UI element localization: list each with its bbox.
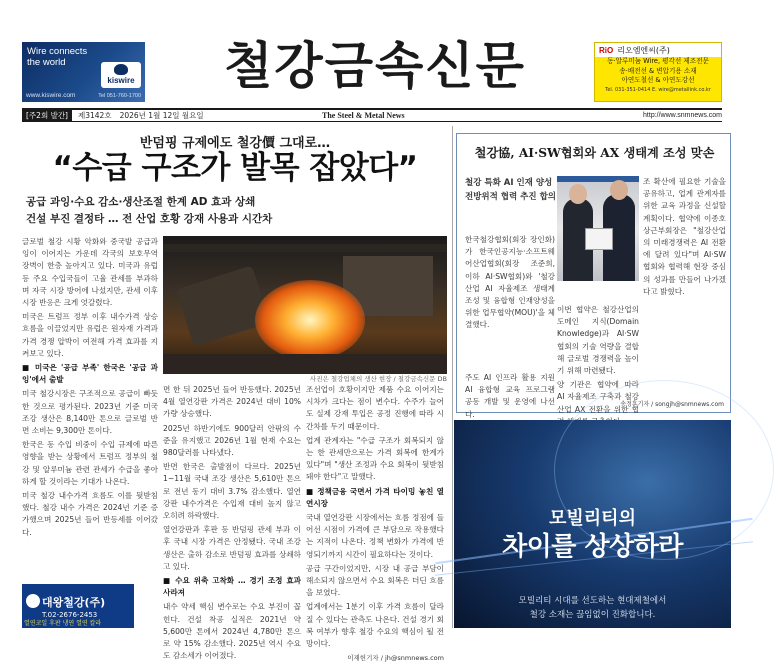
kiswire-logo bbox=[101, 62, 141, 88]
daewang-tel: T.02-2676-2453 bbox=[42, 611, 98, 619]
photo-head-right bbox=[610, 180, 628, 200]
lead-col1-para5: 미국 철강 내수가격 흐름도 이를 뒷받침했다. 철강 내수 가격은 2024년 기준 증가했으며 2025년 들어 반등세를 이어갔다. bbox=[22, 491, 158, 537]
lead-col1-para3: 미국 철강시장은 구조적으로 공급이 빠듯한 것으로 평가된다. 2023년 기준 미국 조강 생산은 8,140만 톤으로 글로벌 반면 소비는 9,300만 톤이다. bbox=[22, 389, 158, 436]
elephant-icon bbox=[114, 64, 128, 75]
steel-mill-photo[interactable] bbox=[163, 236, 447, 374]
photo-beam bbox=[163, 244, 447, 252]
lead-col3-para1: 조선업이 호황이지만 제품 수요 이어지는 시차가 크다는 점이 변수다. 수주가 늘어도 실제 강재 투입은 공정 진행에 따라 시간차를 두기 때문이다. bbox=[306, 385, 444, 431]
daewang-tagline: 열연코일 후판 냉연 열연 칼라 bbox=[24, 620, 102, 627]
rio-ad-line2: 송·배전선 & 변압기용 소재 bbox=[619, 66, 697, 75]
ad-headline-line2: 차이를 상상하라 bbox=[502, 532, 683, 562]
photo-ladle bbox=[176, 265, 271, 347]
kiswire-ad[interactable] bbox=[22, 42, 145, 102]
photo-head-left bbox=[569, 184, 587, 204]
lead-col2-para3: 반면 한국은 출발점이 다르다. 2025년 1~11월 국내 조강 생산은 5,610만 톤으로 전년 동기 대비 3.7% 감소했다. 열연강판 내수가격은 수입재 대비 높지 않고 오히려 하락했다. bbox=[163, 462, 301, 521]
lead-column-2 bbox=[163, 384, 301, 661]
website-link[interactable]: http://www.snmnews.com bbox=[643, 112, 722, 119]
right-byline: 송정훈기자 / songjh@snmnews.com bbox=[620, 401, 724, 408]
lead-subhead-line2: 건설 부진 결정타 … 전 산업 호황 강재 사용과 시간차 bbox=[26, 213, 273, 225]
photo-backdrop bbox=[557, 176, 639, 182]
ad-headline bbox=[27, 46, 87, 68]
ad-subtext-line2: 철강 소재는 끊임없이 진화합니다. bbox=[529, 610, 656, 620]
rio-ad-line3: 아연도철선 & 아연도강선 bbox=[621, 76, 695, 84]
issue-date: 2026년 1월 12일 월요일 bbox=[119, 111, 204, 120]
lead-byline: 이재헌기자 / jh@snmnews.com bbox=[347, 654, 444, 663]
english-title: The Steel & Metal News bbox=[322, 111, 405, 120]
right-col1-bottom-para: 주도 AI 인프라 활용 지원 AI 융합형 교육 프로그램 공동 개발 및 운영에 나선다. bbox=[465, 373, 555, 419]
right-col2-para2: 양 기관은 협약에 따라 AI 자율제조 구축과 철강산업 AX 전환을 위한 협 bbox=[557, 380, 639, 414]
right-col1-para: 한국철강협회(회장 장인화)가 한국인공지능·소프트웨어산업협회(회장 조준희, 이하 AI·SW협회)와 '철강산업 AI 자율제조 생태계 조성 및 융합형 인재양성을 위한 업무협약(MOU)'을 체결했다. bbox=[465, 235, 555, 330]
right-subhead: 철강 특화 AI 인재 양성 전방위적 협력 추진 합의 bbox=[465, 178, 556, 202]
lead-subhead bbox=[22, 194, 448, 228]
lead-col2-para4: 열연강판과 후판 등 반덤핑 관세 부과 이후 국내 시장 가격은 안정됐다. 국내 조강 생산은 출하 감소로 반덤핑 효과를 상쇄하고 있다. bbox=[163, 525, 301, 571]
ad-url: www.kiswire.com bbox=[26, 92, 76, 99]
ad-headline-line1: Wire connects bbox=[27, 46, 88, 57]
right-col3-para: 조 확산에 필요한 기술을 공유하고, 업계 관계자를 위한 교육 과정을 신설할 계획이다. 협약에 이종호 상근부회장은 "철강산업의 미래경쟁력은 AI 전환에 달려 있다"며 AI·SW협회와 협력해 현장 중심의 성과를 만들어 나가겠다고 밝혔다. bbox=[643, 177, 726, 296]
masthead bbox=[0, 0, 742, 108]
lead-column-3 bbox=[306, 384, 444, 663]
column-divider bbox=[452, 126, 453, 628]
daewang-steel-ad[interactable] bbox=[22, 584, 134, 628]
hyundai-steel-ad[interactable] bbox=[454, 420, 731, 628]
lead-col3-para3: 국내 열연강판 시장에서는 흐름 정점에 들어선 시점이 가격에 큰 부담으로 작용했다는 지적이 나온다. 정책 변화가 가격에 반영되기까지 시간이 필요하다는 것이다. bbox=[306, 513, 444, 559]
lead-column-1 bbox=[22, 236, 158, 582]
right-column-1 bbox=[465, 234, 555, 370]
ad-subtext-line1: 모빌리티 시대를 선도하는 현대제철에서 bbox=[518, 596, 667, 606]
daewang-name: 대왕철강(주) bbox=[42, 596, 106, 609]
issue-number: 제3142호 bbox=[78, 111, 112, 120]
lead-col1-subheading: ■ 미국은 '공급 부족' 한국은 '공급 과잉'에서 출발 bbox=[22, 363, 158, 385]
rio-ad-tel: Tel. 031-351-0414 E. wire@metallink.co.kr bbox=[605, 86, 711, 93]
photo-caption: 사진은 철강업체의 생산 현장 / 철강금속신문 DB bbox=[309, 375, 447, 383]
lead-subhead-line1: 공급 과잉·수요 감소·생산조절 한계 AD 효과 상쇄 bbox=[26, 196, 256, 208]
lead-col1-para4: 한국은 동 수입 비중이 수입 규제에 따른 영향을 받는 상황에서 트럼프 정부의 철강 및 알루미늄 관련 관세가 수급을 좋아하게 할 것이라는 기대가 나온다. bbox=[22, 440, 158, 486]
right-col2-para1: 이번 협약은 철강산업의 도메인 지식(Domain Knowledge)과 AI·SW협회의 기술 역량을 결합해 글로벌 경쟁력을 높이기 위해 마련됐다. bbox=[557, 305, 639, 376]
lead-col1-para1: 글로벌 철강 시황 악화와 중국발 공급과잉이 이어지는 가운데 각국의 보호무역 장벽이 한층 높아지고 있다. 미국과 유럽 등 주요 수입국들이 고율 관세를 부과하며 자국 시장 방어에 나섰지만, 관세 이후 시장 반응은 크게 엇갈렸다. bbox=[22, 237, 158, 308]
lead-col3-subheading: ■ 정책금융 국면서 가격 타이밍 놓친 열연시장 bbox=[306, 486, 444, 508]
lead-col2-subheading: ■ 수요 위축 고착화 … 경기 조정 효과 사라져 bbox=[163, 576, 301, 598]
photo-rail bbox=[163, 354, 447, 374]
daewang-logo-icon bbox=[26, 594, 40, 608]
photo-agreement-document bbox=[585, 228, 613, 250]
ad-headline-line1: 모빌리티의 bbox=[549, 508, 636, 529]
mou-signing-photo[interactable] bbox=[557, 176, 639, 281]
lead-col2-para5: 내수 약세 핵심 변수로는 수요 부진이 꼽힌다. 건설 착공 실적은 2021년 약 5,600만 톤에서 2024년 4,780만 톤으로 약 15% 감소했다. 2025년 역시 수요도 감소세가 이어졌다. bbox=[163, 602, 301, 661]
rio-ad-line1: 동·알루미늄 Wire, 평각선 제조전문 bbox=[607, 57, 709, 65]
right-column-1-bottom bbox=[465, 372, 555, 419]
rio-logo: RiO bbox=[599, 45, 614, 55]
lead-kicker: 반덤핑 규제에도 철강價 그대로… bbox=[139, 136, 331, 151]
lead-col4-para1: 공급 구간이었지만, 시장 내 공급 부담이 해소되지 않으면서 수요 회복은 더딘 흐름을 보였다. bbox=[306, 563, 444, 598]
rio-company: 리오엠엔씨(주) bbox=[617, 45, 670, 55]
right-column-3 bbox=[643, 176, 726, 396]
issue-frequency: [주2회 발간] bbox=[22, 110, 72, 121]
kiswire-brand: kiswire bbox=[107, 76, 135, 85]
rio-ad[interactable] bbox=[594, 42, 722, 102]
right-article bbox=[456, 133, 731, 419]
lead-col2-para2: 2025년 하반기에도 900달러 안팎의 수준을 유지했고 2026년 1월 현재 수요는 980달러를 나타냈다. bbox=[163, 423, 301, 458]
lead-col1-para2: 미국은 트럼프 정부 이후 내수가격 상승 흐름을 이끌었지만 유럽은 원자재 가격과 가격 경쟁 압박이 여전해 가격 효과를 지켜보고 있다. bbox=[22, 312, 158, 358]
rio-ad-header bbox=[595, 43, 721, 57]
dateline bbox=[22, 108, 722, 122]
newspaper-title: 철강금속신문 bbox=[224, 37, 526, 95]
ad-tel: Tel 051-760-1700 bbox=[98, 93, 141, 99]
lead-col4-para2: 업계에서는 1분기 이후 가격 흐름이 달라질 수 있다는 관측도 나온다. 건설 경기 회복 여부가 향후 철강 수요의 핵심이 될 전망이다. bbox=[306, 602, 444, 649]
photo-molten-glow bbox=[255, 280, 365, 360]
lead-headline[interactable]: “수급 구조가 발목 잡았다” bbox=[52, 150, 418, 186]
right-headline[interactable]: 철강協, AI·SW협회와 AX 생태계 조성 맞손 bbox=[474, 146, 715, 160]
ad-headline-line2: the world bbox=[27, 57, 66, 68]
lead-col3-para2: 업계 관계자는 "수급 구조가 회복되지 않는 한 관세만으로는 가격 회복에 한계가 있다"며 "생산 조정과 수요 회복이 뒷받침돼야 한다"고 말했다. bbox=[306, 435, 444, 482]
lead-col2-para1: 면 한 뒤 2025년 들어 반등했다. 2025년 4월 열연강판 가격은 2024년 대비 10% 가량 상승했다. bbox=[163, 385, 301, 419]
